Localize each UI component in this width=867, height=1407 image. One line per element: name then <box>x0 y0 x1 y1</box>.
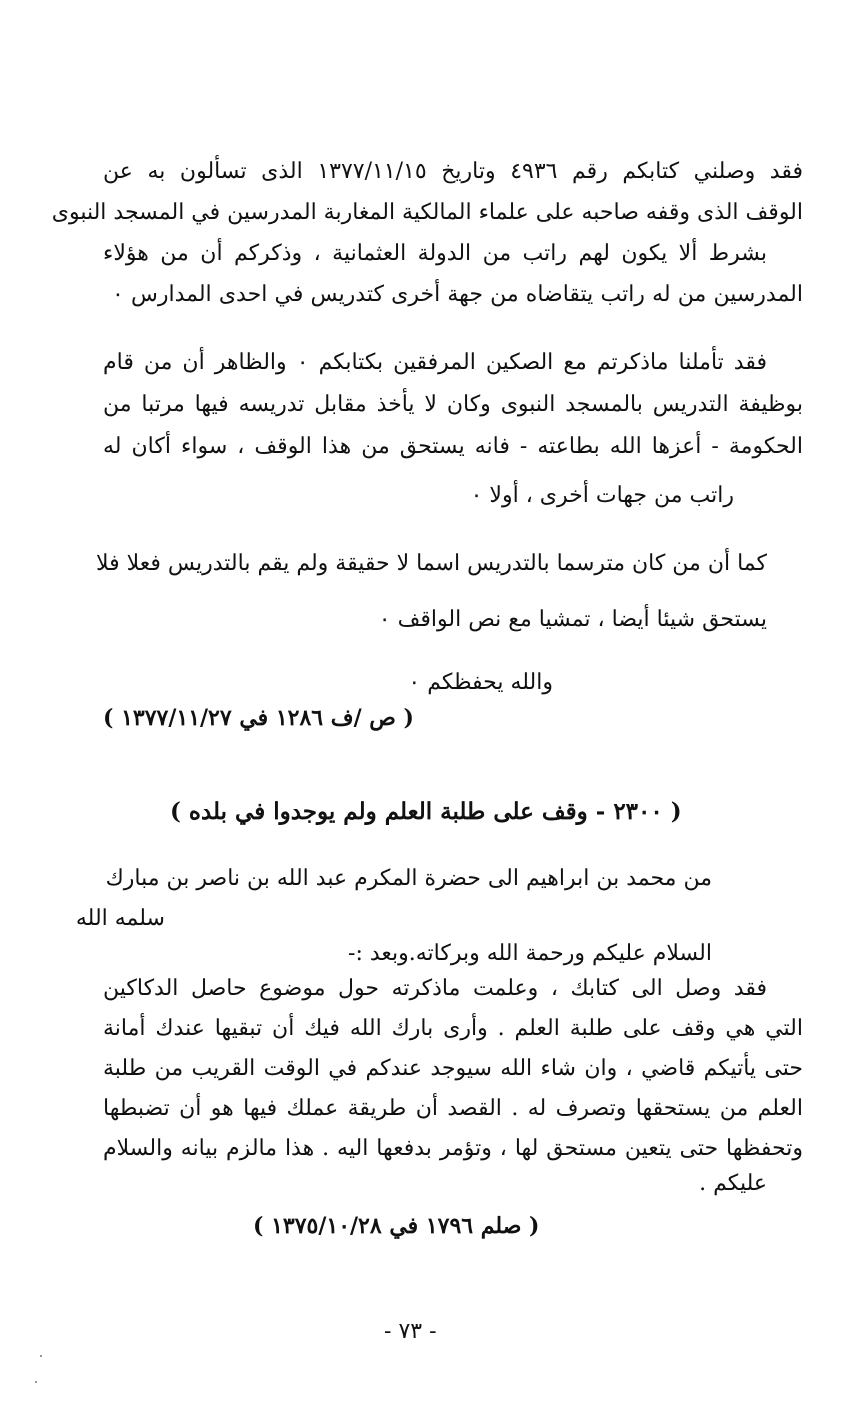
body-line: حتى يأتيكم قاضي ، وان شاء الله سيوجد عندكم في الوقت القريب من طلبة <box>103 1056 803 1081</box>
reference-line: ( ص /ف ١٢٨٦ في ١٣٧٧/١١/٢٧ ) <box>103 705 414 731</box>
body-line: عليكم . <box>699 1171 767 1196</box>
body-line: الحكومة - أعزها الله بطاعته - فانه يستحق من هذا الوقف ، سواء أكان له <box>103 434 803 459</box>
body-line: بشرط ألا يكون لهم راتب من الدولة العثمانية ، وذكركم أن من هؤلاء <box>103 241 767 266</box>
greeting-line: السلام عليكم ورحمة الله وبركاته.وبعد :- <box>348 941 712 966</box>
closing-line: والله يحفظكم ٠ <box>408 670 553 695</box>
body-line: فقد وصل الى كتابك ، وعلمت ماذكرته حول موضوع حاصل الدكاكين <box>103 976 767 1001</box>
reference-line: ( صلم ١٧٩٦ في ١٣٧٥/١٠/٢٨ ) <box>253 1213 540 1239</box>
body-line: يستحق شيئا أيضا ، تمشيا مع نص الواقف ٠ <box>378 607 767 632</box>
blessing-line: سلمه الله <box>75 906 165 931</box>
body-line: وتحفظها حتى يتعين مستحق لها ، وتؤمر بدفعها اليه . هذا مالزم بيانه والسلام <box>103 1136 803 1161</box>
body-line: التي هي وقف على طلبة العلم . وأرى بارك الله فيك أن تبقيها عندك أمانة <box>103 1016 803 1041</box>
scan-speck <box>40 1355 42 1357</box>
body-line: العلم من يستحقها وتصرف له . القصد أن طريقة عملك فيها هو أن تضبطها <box>103 1096 803 1121</box>
body-line: المدرسين من له راتب يتقاضاه من جهة أخرى كتدريس في احدى المدارس ٠ <box>112 282 803 307</box>
scan-speck <box>35 1381 37 1383</box>
body-line: بوظيفة التدريس بالمسجد النبوى وكان لا يأخذ مقابل تدريسه فيها مرتبا من <box>103 392 803 417</box>
body-line: راتب من جهات أخرى ، أولا ٠ <box>470 483 734 508</box>
body-line: الوقف الذى وقفه صاحبه على علماء المالكية المغاربة المدرسين في المسجد النبوى <box>51 200 803 225</box>
page-number: - ٧٣ - <box>384 1319 437 1344</box>
body-line: فقد وصلني كتابكم رقم ٤٩٣٦ وتاريخ ١٣٧٧/١١/١٥ الذى تسألون به عن <box>103 159 803 184</box>
section-heading: ( ٢٣٠٠ - وقف على طلبة العلم ولم يوجدوا في بلده ) <box>170 798 682 825</box>
address-line: من محمد بن ابراهيم الى حضرة المكرم عبد الله بن ناصر بن مبارك <box>105 866 712 891</box>
body-line: كما أن من كان مترسما بالتدريس اسما لا حقيقة ولم يقم بالتدريس فعلا فلا <box>96 551 767 576</box>
body-line: فقد تأملنا ماذكرتم مع الصكين المرفقين بكتابكم ٠ والظاهر أن من قام <box>103 350 767 375</box>
